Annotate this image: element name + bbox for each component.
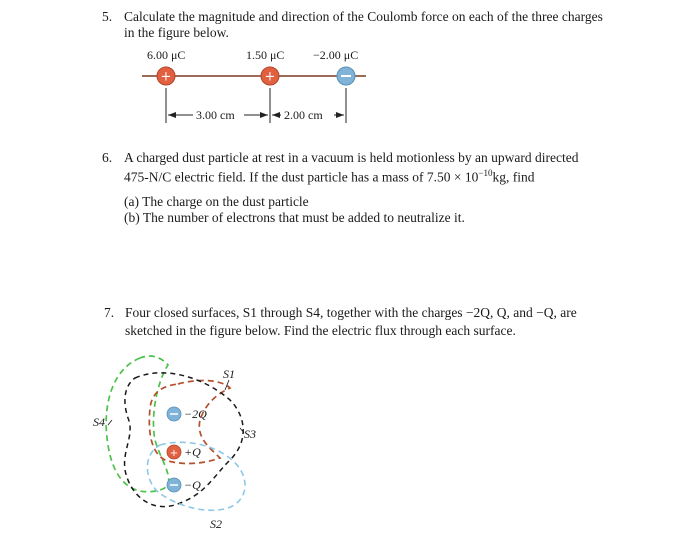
distance1-label: 3.00 cm	[196, 108, 235, 122]
problem-7-text-line2: sketched in the figure below. Find the electric flux through each surface.	[125, 323, 516, 338]
charge-minus-2q	[167, 407, 181, 421]
charge-minus-2q-label: −2Q	[184, 407, 207, 421]
s1-label: S1	[223, 367, 235, 381]
s2-label: S2	[210, 517, 222, 531]
problem-6-part-b: (b) The number of electrons that must be added to neutralize it.	[124, 210, 465, 225]
svg-text:+: +	[160, 69, 172, 85]
distance2-label: 2.00 cm	[284, 108, 323, 122]
s4-leader-line	[108, 420, 112, 425]
charge-plus-q-label: +Q	[184, 445, 201, 459]
charge-minus-q	[167, 478, 181, 492]
charge-plus-q	[167, 445, 181, 459]
problem-7-number: 7.	[104, 305, 115, 320]
problem-6-text-line2-main: 475-N/C electric field. If the dust particle has a mass of 7.50 × 10	[124, 169, 479, 185]
problem-5-number: 5.	[102, 9, 113, 24]
problem-5-text-line1: Calculate the magnitude and direction of the Coulomb force on each of the three charges	[124, 9, 603, 24]
problem-6-part-a: (a) The charge on the dust particle	[124, 194, 309, 209]
charge2-label: 1.50 μC	[246, 48, 285, 62]
problem-6-text-line2-end: kg, find	[492, 169, 535, 185]
problem-7-text-line1: Four closed surfaces, S1 through S4, together with the charges −2Q, Q, and −Q, are	[125, 305, 577, 320]
svg-text:+: +	[169, 448, 179, 459]
charge3-label: −2.00 μC	[313, 48, 359, 62]
problem-6-text-line1: A charged dust particle at rest in a vacuum is held motionless by an upward directed	[124, 150, 579, 165]
svg-text:+: +	[264, 69, 276, 85]
s3-label: S3	[244, 427, 256, 441]
charge-minus-q-label: −Q	[184, 478, 201, 492]
problem-6-exponent: −10	[478, 168, 493, 178]
s4-label: S4	[93, 415, 105, 429]
problem-6-number: 6.	[102, 150, 113, 165]
problem-5-text-line2: in the figure below.	[124, 25, 229, 40]
charge1-label: 6.00 μC	[147, 48, 186, 62]
